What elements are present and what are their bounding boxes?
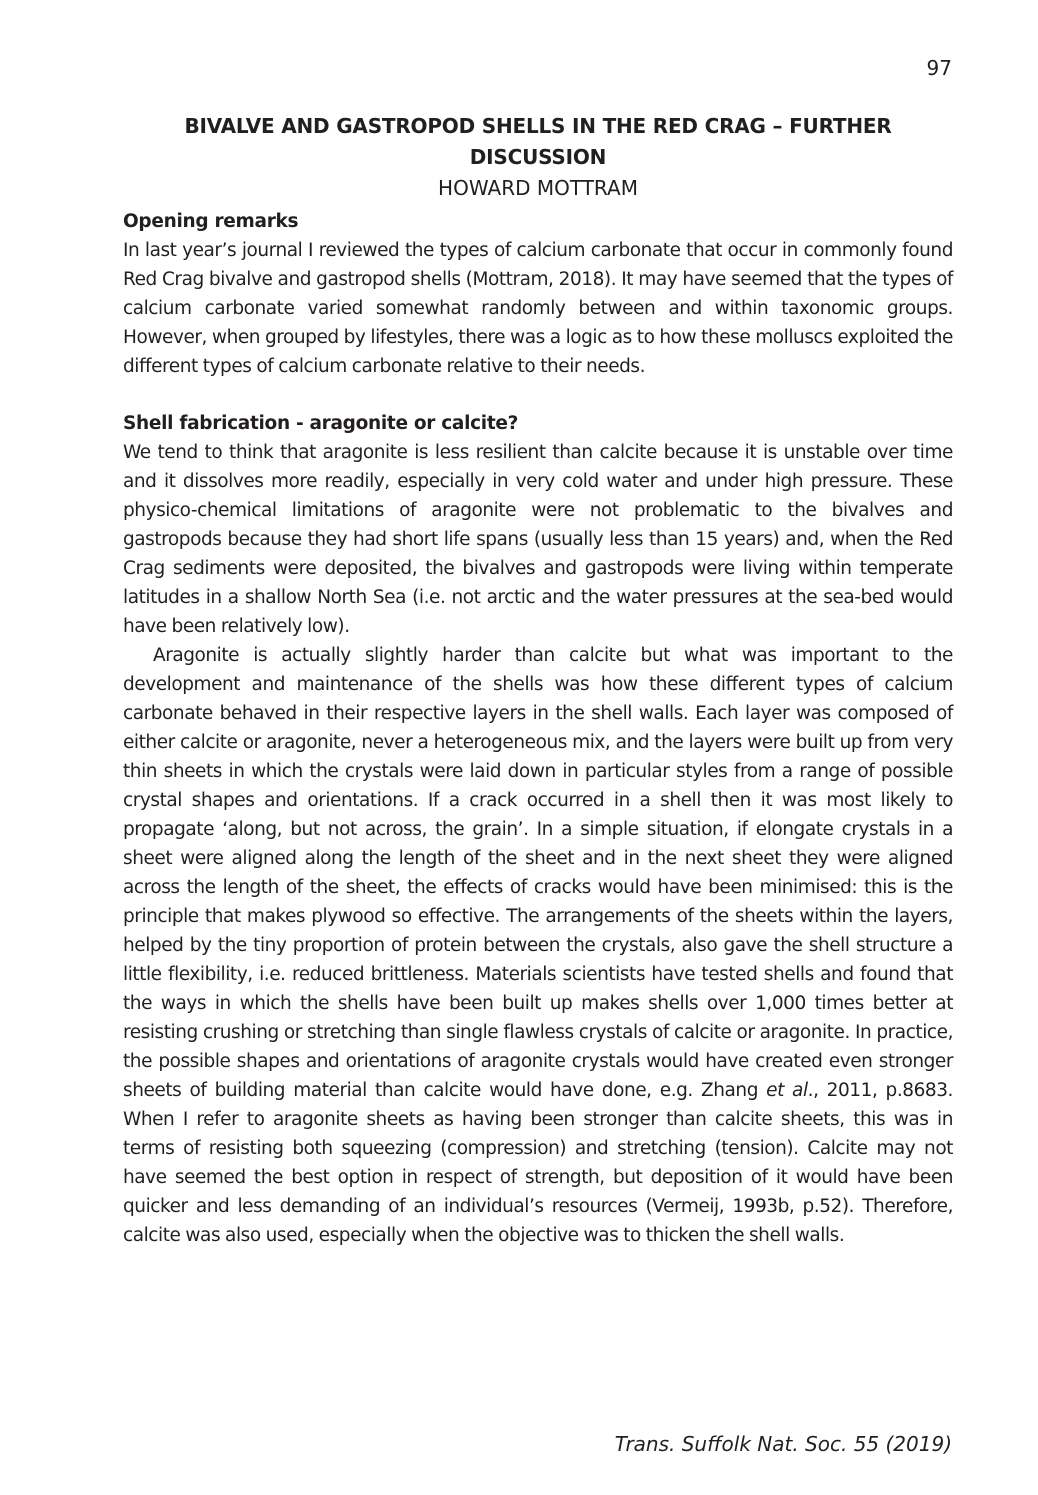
section-heading-shell-fabrication: Shell fabrication - aragonite or calcite? [123,413,519,434]
section-gap [123,381,953,409]
title-block [123,111,953,204]
paragraph-opening-remarks: In last year’s journal I reviewed the types of calcium carbonate that occur in commonly found Red Crag bivalve and gastropod shells (Mottram, 2018). It may have seemed that the types of calcium carbonate varied somewhat randomly between and within taxonomic groups. However, when grouped by lifestyles, there was a logic as to how these molluscs exploited the different types of calcium carbonate relative to their needs. [123,240,953,377]
article-title: BIVALVE AND GASTROPOD SHELLS IN THE RED CRAG – FURTHER DISCUSSION [184,114,892,169]
citation-italic: et al [766,1080,808,1101]
article-body [123,207,953,1250]
author-name: HOWARD MOTTRAM [438,176,638,200]
journal-footer: Trans. Suffolk Nat. Soc. 55 (2019) [614,1432,952,1456]
section-heading-opening-remarks: Opening remarks [123,211,299,232]
paragraph-text-part-2: ., 2011, p.8683. When I refer to aragonite sheets as having been stronger than calcite sheets, this was in terms of resisting both squeezing (compression) and stretching (tension). Calcite may not have seemed the best option in respect of strength, but deposition of it would have been quicker and less demanding of an individual’s resources (Vermeij, 1993b, p.52). Therefore, calcite was also used, especially when the objective was to thicken the shell walls. [123,1080,953,1246]
paragraph-text-part-1: Aragonite is actually slightly harder than calcite but what was important to the development and maintenance of the shells was how these different types of calcium carbonate behaved in their respective layers in the shell walls. Each layer was composed of either calcite or aragonite, never a heterogeneous mix, and the layers were built up from very thin sheets in which the crystals were laid down in particular styles from a range of possible crystal shapes and orientations. If a crack occurred in a shell then it was most likely to propagate ‘along, but not across, the grain’. In a simple situation, if elongate crystals in a sheet were aligned along the length of the sheet and in the next sheet they were aligned across the length of the sheet, the effects of cracks would have been minimised: this is the principle that makes plywood so effective. The arrangements of the sheets within the layers, helped by the tiny proportion of protein between the crystals, also gave the shell structure a little flexibility, i.e. reduced brittleness. Materials scientists have tested shells and found that the ways in which the shells have been built up makes shells over 1,000 times better at resisting crushing or stretching than single flawless crystals of calcite or aragonite. In practice, the possible shapes and orientations of aragonite crystals would have created even stronger sheets of building material than calcite would have done, e.g. Zhang [123,645,953,1101]
page-number: 97 [926,56,952,80]
paragraph-shell-fabrication-1: We tend to think that aragonite is less resilient than calcite because it is unstable over time and it dissolves more readily, especially in very cold water and under high pressure. These physico-chemical limitations of aragonite were not problematic to the bivalves and gastropods because they had short life spans (usually less than 15 years) and, when the Red Crag sediments were deposited, the bivalves and gastropods were living within temperate latitudes in a shallow North Sea (i.e. not arctic and the water pressures at the sea-bed would have been relatively low). [123,442,953,637]
paragraph-shell-fabrication-2 [123,641,953,1250]
